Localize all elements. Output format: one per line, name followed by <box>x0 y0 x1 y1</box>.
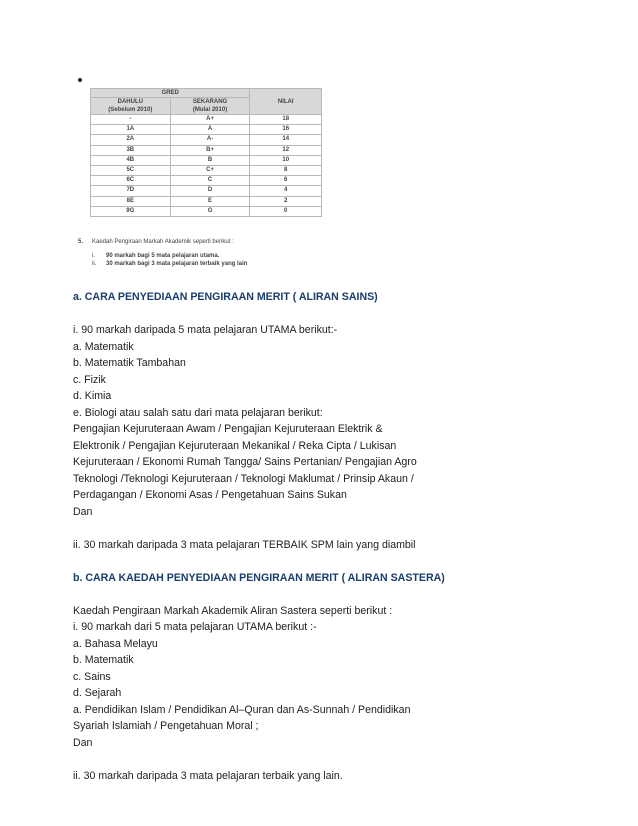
grade-table <box>90 88 322 217</box>
notes-item-number: i. <box>92 252 95 259</box>
grade-row <box>91 135 322 145</box>
text-line: a. Bahasa Melayu <box>73 637 158 650</box>
grade-cell-sekarang: B+ <box>170 145 250 155</box>
grade-cell-nilai: 6 <box>250 176 322 186</box>
grade-cell-nilai: 16 <box>250 125 322 135</box>
section-a-closing: ii. 30 markah daripada 3 mata pelajaran TERBAIK SPM lain yang diambil <box>73 538 416 551</box>
grade-cell-sekarang: A+ <box>170 115 250 125</box>
text-line: Syariah Islamiah / Pengetahuan Moral ; <box>73 720 259 732</box>
grade-row <box>91 196 322 206</box>
notes-item-number: ii. <box>92 261 97 267</box>
grade-cell-nilai: 0 <box>250 206 322 216</box>
text-line: c. Sains <box>73 670 111 683</box>
notes-item-text: 90 markah bagi 5 mata pelajaran utama. <box>106 252 220 259</box>
notes-number: 5. <box>78 239 84 245</box>
header-dahulu <box>91 98 171 115</box>
grade-cell-dahulu: 9G <box>91 206 171 216</box>
text-line: a. Pendidikan Islam / Pendidikan Al–Quran dan As-Sunnah / Pendidikan <box>73 703 411 716</box>
header-sekarang-sub: (Mulai 2010) <box>192 107 228 113</box>
grade-row <box>91 166 322 176</box>
section-b-closing: ii. 30 markah daripada 3 mata pelajaran terbaik yang lain. <box>73 769 343 782</box>
grade-table-image <box>90 88 322 217</box>
text-line: Kejuruteraan / Ekonomi Rumah Tangga/ Sains Pertanian/ Pengajian Agro <box>73 456 417 468</box>
text-line: Kaedah Pengiraan Markah Akademik Aliran Sastera seperti berikut : <box>73 604 393 617</box>
grade-cell-sekarang: A- <box>170 135 250 145</box>
grade-cell-nilai: 4 <box>250 186 322 196</box>
text-line: i. 90 markah daripada 5 mata pelajaran UTAMA berikut:- <box>73 324 338 336</box>
grade-cell-sekarang: D <box>170 186 250 196</box>
notes-item-text: 30 markah bagi 3 mata pelajaran terbaik yang lain <box>106 261 248 267</box>
notes-title: Kaedah Pengiraan Markah Akademik seperti berikut : <box>92 239 234 245</box>
text-line: b. Matematik <box>73 654 134 666</box>
grade-cell-dahulu: - <box>91 115 171 125</box>
grade-table-body <box>91 115 322 217</box>
section-a-heading: a. CARA PENYEDIAAN PENGIRAAN MERIT ( ALIRAN SAINS) <box>73 291 378 303</box>
grade-cell-nilai: 14 <box>250 135 322 145</box>
grade-cell-nilai: 18 <box>250 115 322 125</box>
text-line: e. Biologi atau salah satu dari mata pelajaran berikut: <box>73 406 323 419</box>
text-line: Pengajian Kejuruteraan Awam / Pengajian Kejuruteraan Elektrik & <box>73 423 383 435</box>
text-line: Dan <box>73 505 93 518</box>
header-dahulu-sub: (Sebelum 2010) <box>108 107 153 113</box>
text-line: d. Kimia <box>73 390 112 402</box>
header-nilai: NILAI <box>250 89 322 115</box>
text-line: i. 90 markah dari 5 mata pelajaran UTAMA berikut :- <box>73 621 317 633</box>
section-b-body <box>73 603 573 752</box>
grade-row <box>91 115 322 125</box>
grade-row <box>91 125 322 135</box>
text-line: Elektronik / Pengajian Kejuruteraan Mekanikal / Reka Cipta / Lukisan <box>73 439 397 452</box>
text-line: c. Fizik <box>73 373 106 386</box>
grade-cell-dahulu: 6C <box>91 176 171 186</box>
grade-cell-sekarang: C+ <box>170 166 250 176</box>
grade-cell-sekarang: A <box>170 125 250 135</box>
grade-cell-dahulu: 2A <box>91 135 171 145</box>
section-b-heading: b. CARA KAEDAH PENYEDIAAN PENGIRAAN MERIT ( ALIRAN SASTERA) <box>73 571 445 584</box>
section-a-body <box>73 322 573 520</box>
grade-row <box>91 186 322 196</box>
text-line: Teknologi /Teknologi Kejuruteraan / Teknologi Maklumat / Prinsip Akaun / <box>73 472 414 485</box>
grade-cell-dahulu: 8E <box>91 196 171 206</box>
grade-cell-nilai: 8 <box>250 166 322 176</box>
notes-item <box>78 252 247 261</box>
grade-cell-sekarang: C <box>170 176 250 186</box>
header-sekarang <box>170 98 250 115</box>
grade-cell-sekarang: E <box>170 196 250 206</box>
header-dahulu-label: DAHULU <box>117 99 143 105</box>
text-line: a. Matematik <box>73 340 134 353</box>
grade-row <box>91 155 322 165</box>
grade-row <box>91 145 322 155</box>
grade-cell-sekarang: B <box>170 155 250 165</box>
text-line: Dan <box>73 736 93 749</box>
main-content <box>73 289 573 784</box>
notes-item <box>78 260 247 269</box>
header-gred: GRED <box>91 89 250 98</box>
header-sekarang-label: SEKARANG <box>192 99 228 105</box>
grade-cell-sekarang: G <box>170 206 250 216</box>
grade-cell-dahulu: 1A <box>91 125 171 135</box>
text-line: b. Matematik Tambahan <box>73 357 186 369</box>
grade-cell-dahulu: 7D <box>91 186 171 196</box>
grade-cell-nilai: 2 <box>250 196 322 206</box>
bullet-point <box>78 78 82 82</box>
notes-title-row <box>78 238 247 247</box>
notes-block <box>78 238 247 269</box>
text-line: d. Sejarah <box>73 687 122 699</box>
grade-cell-dahulu: 3B <box>91 145 171 155</box>
grade-row <box>91 176 322 186</box>
text-line: Perdagangan / Ekonomi Asas / Pengetahuan Sains Sukan <box>73 489 347 501</box>
grade-cell-dahulu: 5C <box>91 166 171 176</box>
grade-cell-nilai: 10 <box>250 155 322 165</box>
grade-row <box>91 206 322 216</box>
grade-cell-nilai: 12 <box>250 145 322 155</box>
grade-cell-dahulu: 4B <box>91 155 171 165</box>
